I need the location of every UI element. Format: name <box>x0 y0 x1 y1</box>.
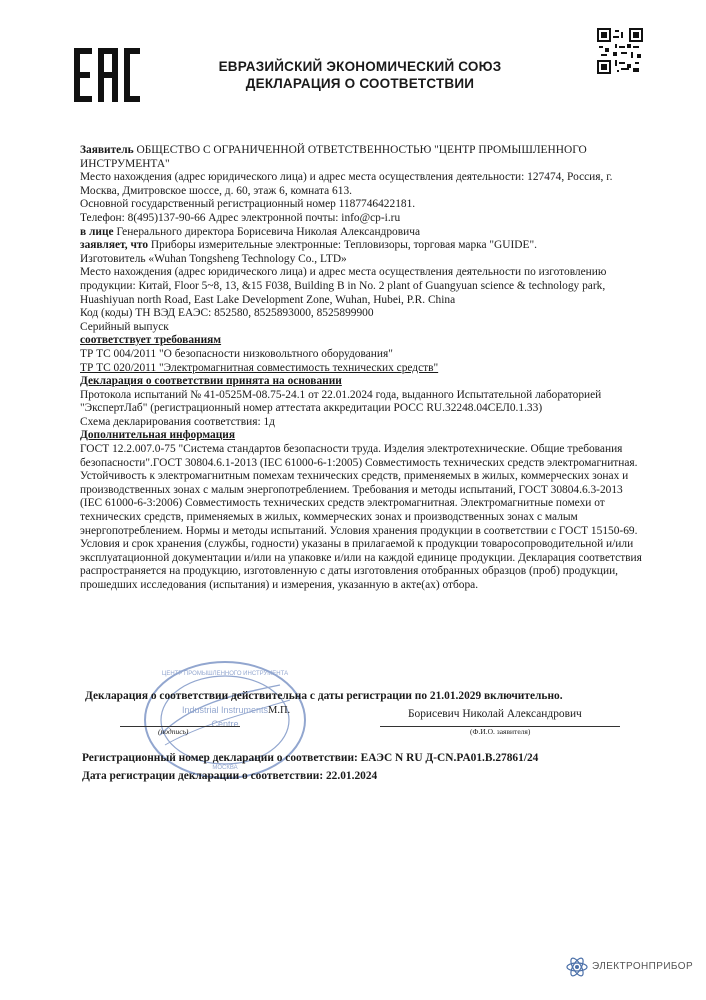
basis-text: Протокола испытаний № 41-0525М-08.75-24.1 от 22.01.2024 года, выданного Испытательной лабораторией "ЭкспертЛаб" (регистрационный номер аттестата аккредитации РОСС RU.32248.04СЕЛ0.1.33) <box>80 388 602 415</box>
manufacturer-address: Место нахождения (адрес юридического лица) и адрес места осуществления деятельности по изготовлению продукции: Китай, Floor 5~8, 13, &15 F038, Building B in No. 2 plant of Guangyuan science & technology park, Huashiyuan north Road, East Lake Development Zone, Wuhan, Hubei, P.R. China <box>80 266 607 306</box>
company-logo-text: ЭЛЕКТРОНПРИБОР <box>592 961 694 972</box>
document-header <box>150 58 570 92</box>
declaration-body <box>80 144 646 593</box>
requirement-item: ТР ТС 004/2011 "О безопасности низковольтного оборудования" <box>80 347 393 360</box>
signer-name: Борисевич Николай Александрович <box>408 708 582 720</box>
signature-caption: (подпись) <box>158 727 189 736</box>
person-name: Генерального директора Борисевича Николая Александровича <box>116 225 421 238</box>
registration-date: Дата регистрации декларации о соответствии: 22.01.2024 <box>82 770 378 782</box>
requirement-item: ТР ТС 020/2011 "Электромагнитная совместимость технических средств" <box>80 361 439 374</box>
name-caption: (Ф.И.О. заявителя) <box>470 727 531 736</box>
qr-code-icon <box>597 28 643 74</box>
basis-heading: Декларация о соответствии принята на основании <box>80 375 342 388</box>
production-type: Серийный выпуск <box>80 320 169 333</box>
applicant-person <box>80 226 646 240</box>
declares-line <box>80 239 646 253</box>
person-label: в лице <box>80 225 114 238</box>
applicant-contacts: Телефон: 8(495)137-90-66 Адрес электронной почты: info@cp-i.ru <box>80 211 401 224</box>
additional-heading: Дополнительная информация <box>80 429 236 442</box>
seal-place: М.П. <box>268 705 291 716</box>
declaration-scheme: Схема декларирования соответствия: 1д <box>80 415 275 428</box>
company-stamp <box>140 655 310 785</box>
union-title: ЕВРАЗИЙСКИЙ ЭКОНОМИЧЕСКИЙ СОЮЗ <box>218 59 502 74</box>
applicant-label: Заявитель <box>80 144 134 156</box>
tnved-codes: Код (коды) ТН ВЭД ЕАЭС: 852580, 8525893000, 8525899900 <box>80 307 374 320</box>
atom-logo-icon <box>565 956 589 978</box>
declares-label: заявляет, что <box>80 239 149 252</box>
validity-statement: Декларация о соответствии действительна с даты регистрации по 21.01.2029 включительно. <box>85 690 563 702</box>
registration-number: Регистрационный номер декларации о соответствии: ЕАЭС N RU Д-CN.PA01.B.27861/24 <box>82 752 539 764</box>
additional-text: ГОСТ 12.2.007.0-75 "Система стандартов безопасности труда. Изделия электротехнические. Общие требования безопасности".ГОСТ 30804.6.1-2013 (IEC 61000-6-1:2005) Совместимость технических средств электромагнитная. Устойчивость к электромагнитным помехам технических средств, применяемых в жилых, коммерческих зонах и производственных зонах с малым энергопотреблением. Требования и методы испытаний, ГОСТ 30804.6.3-2013 (IEC 61000-6-3:2006) Совместимость технических средств электромагнитная. Электромагнитные помехи от технических средств, применяемых в жилых, коммерческих зонах и производственных зонах с малым энергопотреблением. Нормы и методы испытаний. Условия хранения продукции в соответствии с ГОСТ 15150-69. Условия и срок хранения (службы, годности) указаны в прилагаемой к продукции товаросопроводительной и/или эксплуатационной документации и/или на упаковке и/или на каждой единице продукции. Декларация соответствия распространяется на продукцию, изготовленную с даты изготовления отобранных образцов (проб) продукции, прошедших исследования (испытания) и измерения, указанную в акте(ах) отбора. <box>80 443 642 591</box>
svg-text:Centre: Centre <box>211 719 239 729</box>
applicant-ogrn: Основной государственный регистрационный номер 1187746422181. <box>80 198 416 211</box>
applicant-name: ОБЩЕСТВО С ОГРАНИЧЕННОЙ ОТВЕТСТВЕННОСТЬЮ "ЦЕНТР ПРОМЫШЛЕННОГО ИНСТРУМЕНТА" <box>80 144 587 170</box>
manufacturer: Изготовитель «Wuhan Tongsheng Technology Co., LTD» <box>80 252 347 265</box>
svg-text:Industrial Instruments: Industrial Instruments <box>181 705 269 715</box>
document-title: ДЕКЛАРАЦИЯ О СООТВЕТСТВИИ <box>245 76 475 91</box>
svg-text:ЦЕНТР ПРОМЫШЛЕННОГО ИНСТРУМЕНТ: ЦЕНТР ПРОМЫШЛЕННОГО ИНСТРУМЕНТА <box>161 671 289 677</box>
applicant-address: Место нахождения (адрес юридического лица) и адрес места осуществления деятельности: 127474, Россия, г. Москва, Дмитровское шоссе, д. 60, этаж 6, комната 613. <box>80 171 613 197</box>
product-description: Приборы измерительные электронные: Тепловизоры, торговая марка "GUIDE". <box>150 239 537 252</box>
applicant-block <box>80 144 646 171</box>
requirements-heading: соответствует требованиям <box>80 334 222 347</box>
svg-text:МОСКВА: МОСКВА <box>212 765 238 771</box>
eac-mark-icon <box>72 44 142 106</box>
